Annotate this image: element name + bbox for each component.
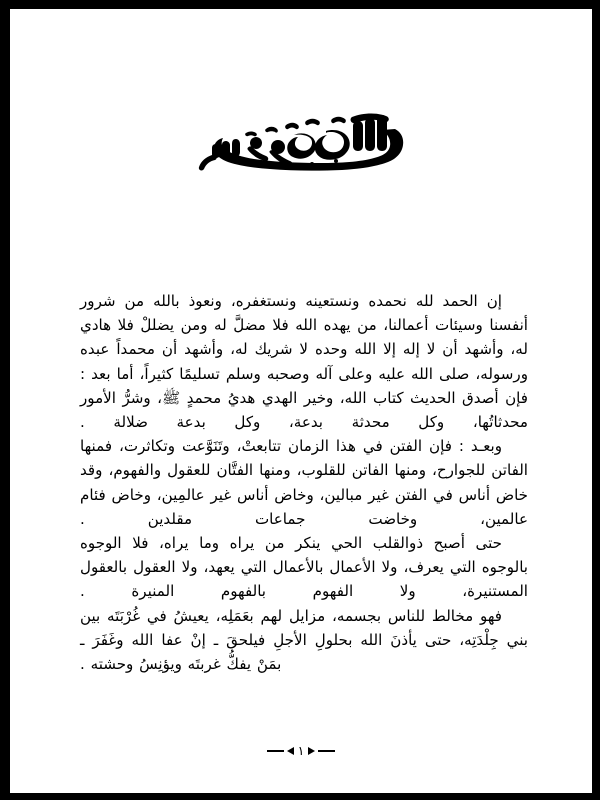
paragraph-fahuwa-mukhalit: فهو مخالط للناس بجسمه، مزايل لهم بعَمَلِه، يعيشُ في غُرْبَتَه بين بني جِلْدَتِه، حتى يأذنَ الله بحلولِ الأجلِ فيلحقَ ـ إنْ عفا الله وغَفَرَ ـ بمَنْ يفكُّ غربتَه ويؤنِسُ وحشته . xyxy=(80,606,528,674)
paragraph-khutbat-al-hajah: إن الحمد لله نحمده ونستعينه ونستغفره، ونعوذ بالله من شرور أنفسنا وسيئات أعمالنا، من يهده الله فلا مضلَّ له ومن يضللْ فلا هادي له، وأشهد أن لا إله إلا الله وحده لا شريك له، وأشهد أن محمداً عبده ورسوله، صلى الله عليه وعلى آله وصحبه وسلم تسليمًا كثيراً، أما بعد : فإن أصدق الحديث كتاب الله، وخير الهدي هديُ محمدٍ ﷺ، وشرُّ الأمور محدثاتُها، وكل محدثة بدعة، وكل بدعة ضلالة . xyxy=(80,292,528,432)
paragraph-wa-baad: وبعـد : فإن الفتن في هذا الزمان تتابعتْ، وتَنَوَّعت وتكاثرت، فمنها الفاتن للجوارح، ومنها الفاتن للقلوب، ومنها الفتَّان للعقول والفهوم، وقد خاض أناس في الفتن غير مبالين، وخاض أناس غير عالمِين، وخاض فئام عالمين، وخاضت جماعات مقلدين . xyxy=(80,437,528,528)
page-number-ornament xyxy=(10,742,592,758)
horizontal-rule-icon xyxy=(267,750,284,752)
page-number: ١ xyxy=(297,742,305,758)
arrow-left-icon xyxy=(287,747,294,755)
basmala-icon xyxy=(186,109,416,179)
basmala-calligraphy xyxy=(10,104,592,184)
body-text xyxy=(80,289,528,676)
paragraph-hatta-asbaha: حتى أصبح ذوالقلب الحي ينكر من يراه وما يراه، فلا الوجوه بالوجوه التي يعرف، ولا الأعمال بالأعمال التي يعهد، ولا العقول بالعقول المستنيرة، ولا الفهوم بالفهوم المنيرة . xyxy=(80,534,528,601)
horizontal-rule-icon xyxy=(318,750,335,752)
page-sheet xyxy=(10,9,592,793)
arrow-right-icon xyxy=(308,747,315,755)
